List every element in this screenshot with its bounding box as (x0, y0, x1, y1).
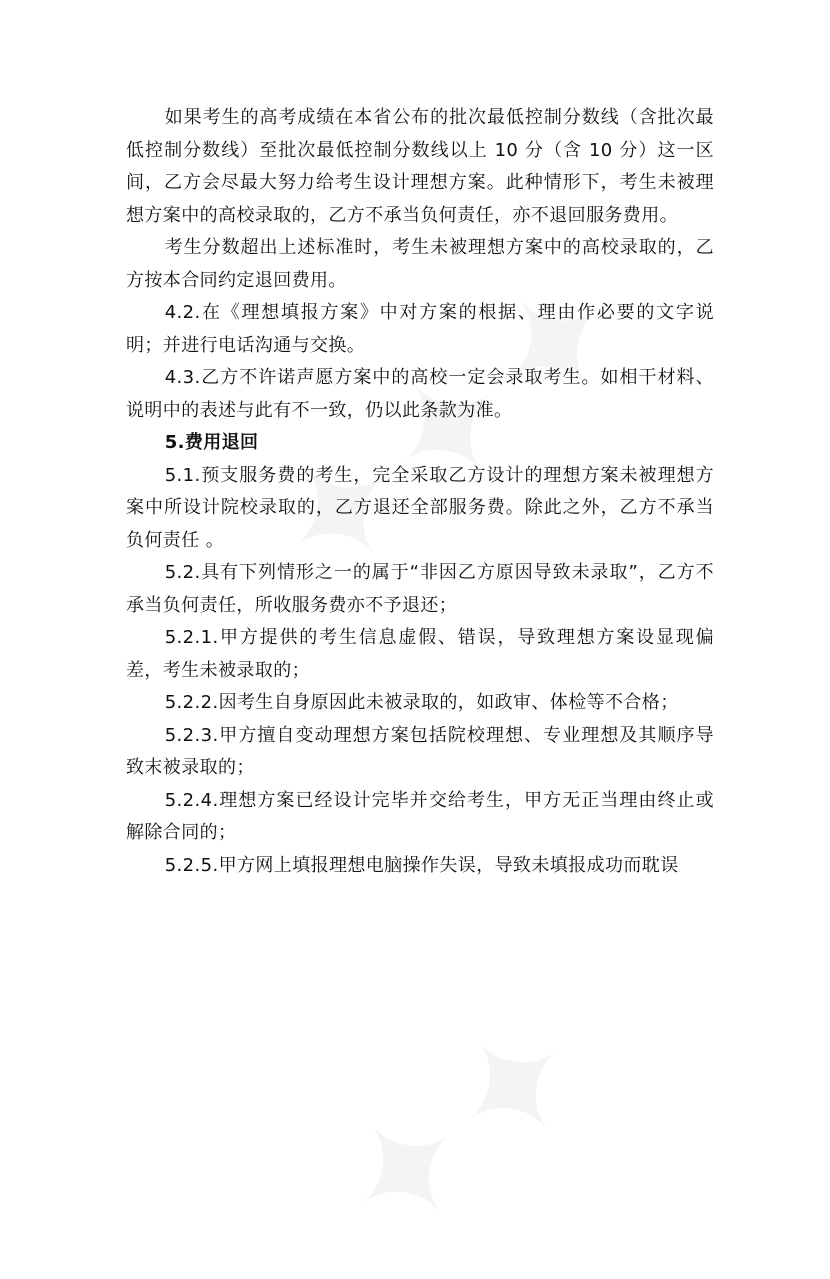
clause-4-3: 4.3.乙方不许诺声愿方案中的高校一定会录取考生。如相干材料、说明中的表述与此有不一致，仍以此条款为准。 (126, 367, 714, 421)
clause-5-2-2: 5.2.2.因考生自身原因此未被录取的，如政审、体检等不合格； (164, 692, 679, 713)
clause-5-2-5: 5.2.5.甲方网上填报理想电脑操作失误，导致未填报成功而耽误 (164, 854, 679, 876)
clause-4-2: 4.2.在《理想填报方案》中对方案的根据、理由作必要的文字说明；并进行电话沟通与交换。 (126, 302, 714, 356)
paragraph-score-above: 考生分数超出上述标准时，考生未被理想方案中的高校录取的，乙方按本合同约定退回费用。 (126, 237, 714, 291)
clause-5-2: 5.2.具有下列情形之一的属于“非因乙方原因导致未录取”，乙方不承当负何责任，所收服务费亦不予退还； (126, 562, 714, 616)
watermark (305, 975, 626, 1279)
clause-5-2-4: 5.2.4.理想方案已经设计完毕并交给考生，甲方无正当理由终止或解除合同的； (126, 789, 714, 843)
document-body (126, 102, 714, 882)
clause-5-2-1: 5.2.1.甲方提供的考生信息虚假、错误，导致理想方案设显现偏差，考生未被录取的； (126, 627, 714, 681)
paragraph-score-range: 如果考生的高考成绩在本省公布的批次最低控制分数线（含批次最低控制分数线）至批次最低控制分数线以上 10 分（含 10 分）这一区间，乙方会尽最大努力给考生设计理想方案。此种情形下，考生未被理想方案中的高校录取的，乙方不承当负何责任，亦不退回服务费用。 (126, 107, 714, 226)
clause-5-2-3: 5.2.3.甲方擅自变动理想方案包括院校理想、专业理想及其顺序导致末被录取的； (126, 724, 714, 778)
clause-5-1: 5.1.预支服务费的考生，完全采取乙方设计的理想方案未被理想方案中所设计院校录取的，乙方退还全部服务费。除此之外，乙方不承当负何责任 。 (126, 464, 714, 551)
section-heading-5: 5.费用退回 (164, 432, 259, 453)
